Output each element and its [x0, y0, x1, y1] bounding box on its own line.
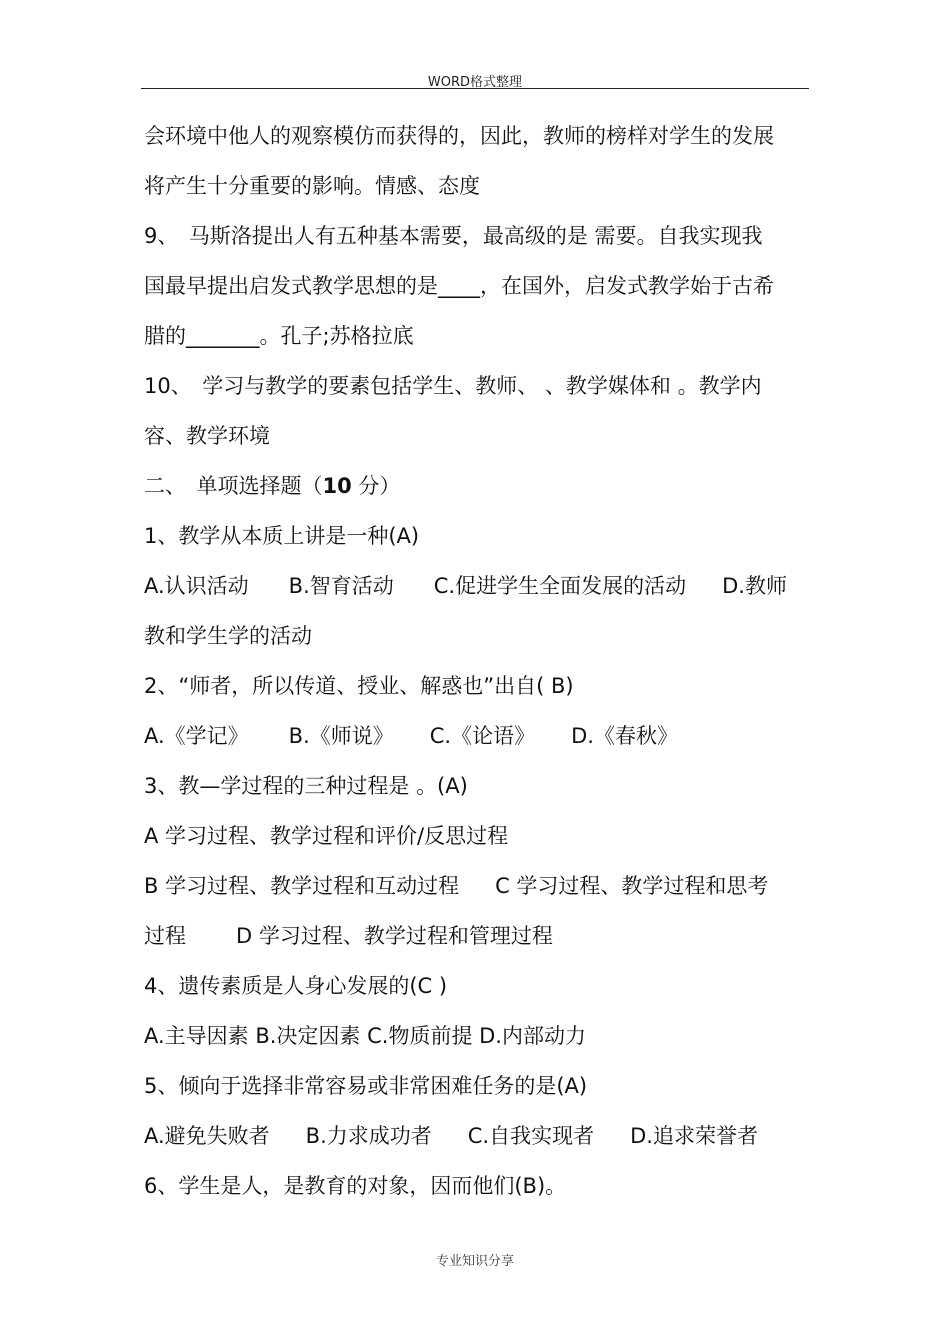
option-a: A.认识活动 [144, 574, 249, 598]
option-b: B 学习过程、教学过程和互动过程 [144, 874, 460, 898]
question-2: 2、“师者，所以传道、授业、解惑也”出自( B) [144, 674, 574, 698]
option-d: D 学习过程、教学过程和管理过程 [236, 924, 553, 948]
option-c: C.《论语》 [429, 724, 536, 748]
options-line [144, 866, 810, 916]
text-line: 容、教学环境 [144, 424, 270, 448]
question-9: 9、 马斯洛提出人有五种基本需要，最高级的是 需要。自我实现我 [144, 224, 763, 248]
option-d: D.追求荣誉者 [630, 1124, 758, 1148]
option-b: B.《师说》 [288, 724, 394, 748]
section-heading-post: 分） [351, 474, 401, 498]
text-line: 将产生十分重要的影响。情感、态度 [144, 174, 480, 198]
page-footer: 专业知识分享 [435, 1254, 514, 1269]
option-a: A 学习过程、教学过程和评价/反思过程 [144, 824, 509, 848]
options-line [144, 916, 810, 966]
question-5: 5、倾向于选择非常容易或非常困难任务的是(A) [144, 1074, 588, 1098]
option-c-cont: 过程 [144, 924, 186, 948]
option-c: C 学习过程、教学过程和思考 [495, 874, 769, 898]
section-heading-pre: 二、 单项选择题（ [144, 474, 323, 498]
question-10: 10、 学习与教学的要素包括学生、教师、 、教学媒体和 。教学内 [144, 374, 762, 398]
options-line: A.主导因素 B.决定因素 C.物质前提 D.内部动力 [144, 1024, 586, 1048]
text-line: 腊的_______。孔子;苏格拉底 [144, 324, 414, 348]
option-b: B.力求成功者 [305, 1124, 432, 1148]
question-4: 4、遗传素质是人身心发展的(C ) [144, 974, 448, 998]
question-1: 1、教学从本质上讲是一种(A) [144, 524, 420, 548]
option-d: D.教师 [722, 574, 787, 598]
page-header-title: WORD格式整理 [427, 75, 523, 90]
option-a: A.《学记》 [144, 724, 249, 748]
options-line [144, 716, 810, 766]
option-d: D.《春秋》 [571, 724, 678, 748]
text-line: 国最早提出启发式教学思想的是____，在国外，启发式教学始于古希 [144, 274, 774, 298]
text-line: 教和学生学的活动 [144, 624, 312, 648]
option-c: C.自我实现者 [467, 1124, 595, 1148]
text-line: 会环境中他人的观察模仿而获得的，因此，教师的榜样对学生的发展 [144, 124, 774, 148]
option-b: B.智育活动 [288, 574, 394, 598]
section-heading-score: 10 [322, 474, 352, 498]
header-rule [141, 88, 809, 89]
section-heading [144, 466, 810, 516]
option-a: A.避免失败者 [144, 1124, 270, 1148]
question-3: 3、教—学过程的三种过程是 。(A) [144, 774, 468, 798]
option-c: C.促进学生全面发展的活动 [433, 574, 687, 598]
document-body [144, 116, 810, 1216]
question-6: 6、学生是人，是教育的对象，因而他们(B)。 [144, 1174, 567, 1198]
options-line [144, 1116, 810, 1166]
options-line [144, 566, 810, 616]
